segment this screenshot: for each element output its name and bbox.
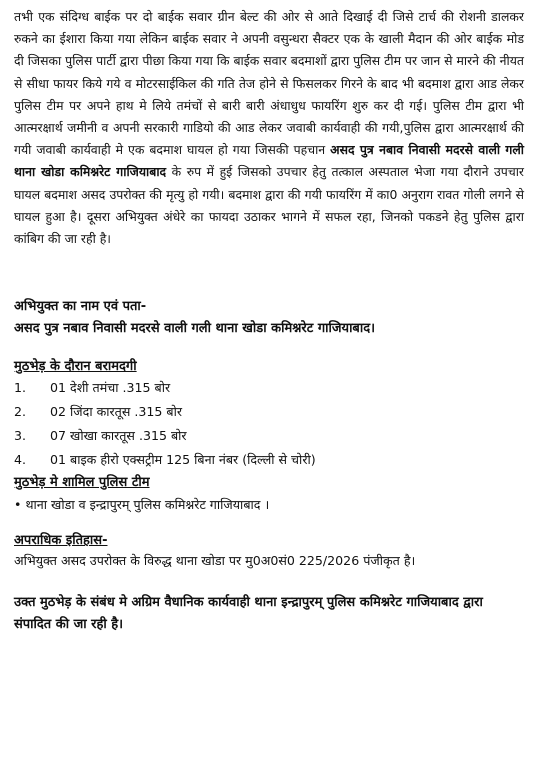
item-text: 07 खोखा कारतूस .315 बोर <box>50 428 187 443</box>
list-item <box>14 403 514 427</box>
item-number: 1. <box>14 380 27 395</box>
closing-statement: उक्त मुठभेड़ के संबंध मे अग्रिम वैधानिक कार्यवाही थाना इन्द्रापुरम् पुलिस कमिश्नरेट गाजियाबाद द्वारा संपादित की जा रही है। <box>14 595 483 632</box>
item-text: 02 जिंदा कारतूस .315 बोर <box>50 404 183 419</box>
item-text: 01 बाइक हीरो एक्सट्रीम 125 बिना नंबर (दिल्ली से चोरी) <box>50 452 316 467</box>
narrative-text-part2: के रुप में हुई जिसको उपचार हेतु तत्काल अस्पताल भेजा गया दौराने उपचार घायल बदमाश असद उपरोक्त की मृत्यु हो गयी। बदमाश द्वारा की गयी फायरिंग में का0 अनुराग रावत गोली लगने से घायल हुआ है। दूसरा अभियुक्त अंधेरे का फायदा उठाकर भागने में सफल रहा, जिनको पकडने हेतु पुलिस द्वारा कांबिग की जा रही है। <box>14 164 524 247</box>
incident-narrative <box>14 6 524 250</box>
item-number: 3. <box>14 428 27 443</box>
criminal-history-heading: अपराधिक इतिहास- <box>14 533 108 548</box>
accused-detail: असद पुत्र नबाव निवासी मदरसे वाली गली थाना खोडा कमिश्नरेट गाजियाबाद। <box>14 321 376 336</box>
narrative-text-part1: तभी एक संदिग्ध बाईक पर दो बाईक सवार ग्रीन बेल्ट की ओर से आते दिखाई दी जिसे टार्च की रोशनी डालकर रुकने का ईशारा किया गया लेकिन बाईक सवार ने अपनी वसुन्धरा सैक्टर एक के खाली मैदान की ओर बाईक मोड दी जिसका पुलिस पार्टी द्वारा पीछा किया गया कि बाईक सवार बदमाशों द्वारा पुलिस टीम पर जान से मारने की नीयत से सीधा फायर किये गये व मोटरसाईकिल की गति तेज होने से फिसलकर गिरने के बाद भी बदमाश द्वारा आड लेकर पुलिस टीम पर अपने हाथ मे लिये तमंचों से बारी बारी अंधाधुध फायरिंग शुरु कर दी गई। पुलिस टीम द्वारा भी आत्मरक्षार्थ जमीनी व अपनी सरकारी गाडियो की आड लेकर जवाबी कार्यवाही की गयी,पुलिस द्वारा आत्मरक्षार्थ की गयी जवाबी कार्यवाही मे एक बदमाश घायल हो गया जिसकी पहचान <box>14 9 524 158</box>
item-number: 4. <box>14 452 27 467</box>
criminal-history-detail: अभियुक्त असद उपरोक्त के विरुद्ध थाना खोडा पर मु0अ0सं0 225/2026 पंजीकृत है। <box>14 553 416 568</box>
accused-identity: असद पुत्र नबाव निवासी मदरसे वाली गली थाना खोडा कमिश्नरेट गाजियाबाद <box>14 142 524 180</box>
item-number: 2. <box>14 404 27 419</box>
team-member-text: थाना खोडा व इन्द्रापुरम् पुलिस कमिश्नरेट गाजियाबाद । <box>25 497 270 512</box>
team-heading: मुठभेड़ मे शामिल पुलिस टीम <box>14 475 150 490</box>
list-item <box>14 379 514 403</box>
item-text: 01 देशी तमंचा .315 बोर <box>50 380 171 395</box>
recovery-heading: मुठभेड़ के दौरान बरामदगी <box>14 359 137 374</box>
list-item <box>14 427 514 451</box>
accused-heading: अभियुक्त का नाम एवं पता- <box>14 299 147 314</box>
recovery-list <box>14 379 514 475</box>
bullet-icon: • <box>14 497 22 512</box>
team-member <box>14 496 269 513</box>
